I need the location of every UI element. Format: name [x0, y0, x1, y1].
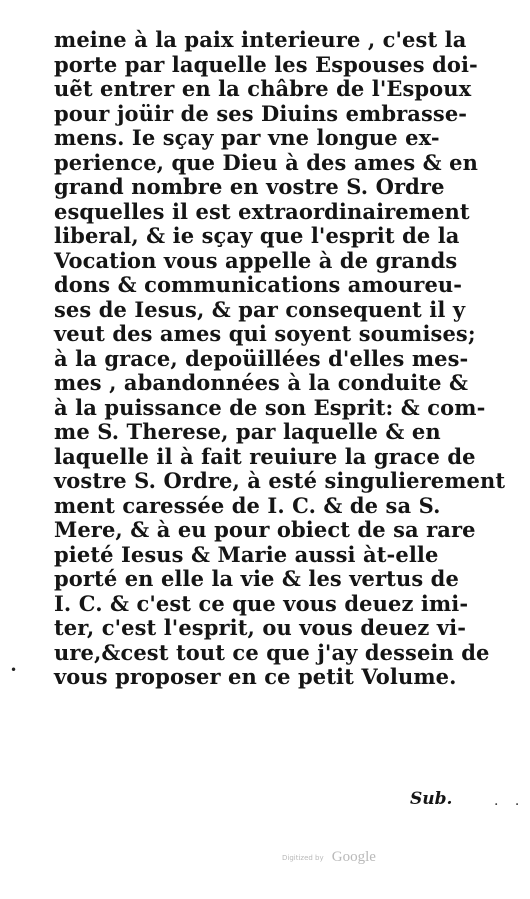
text-line: me S. Therese, par laquelle & en [54, 419, 441, 444]
margin-speck: • [10, 663, 18, 677]
watermark-brand: Google [331, 849, 376, 865]
text-line: I. C. & c'est ce que vous deuez imi- [54, 590, 469, 616]
text-line: grand nombre en vostre S. Ordre [54, 174, 445, 199]
text-line: mens. Ie sçay par vne longue ex- [54, 125, 440, 150]
text-line: meine à la paix interieure , c'est la [54, 27, 467, 52]
text-line: pieté Iesus & Marie aussi àt-elle [54, 541, 439, 567]
text-line: porte par laquelle les Espouses doi- [54, 51, 478, 77]
text-line: Vocation vous appelle à de grands [54, 247, 458, 273]
text-line: veut des ames qui soyent soumises; [54, 321, 476, 346]
text-line: Mere, & à eu pour obiect de sa rare [54, 517, 476, 542]
text-line: laquelle il à fait reuiure la grace de [54, 443, 476, 469]
digitizer-watermark [282, 847, 376, 866]
text-line: ter, c'est l'esprit, ou vous deuez vi- [54, 615, 467, 640]
watermark-prefix: Digitized by [282, 853, 324, 862]
text-line: perience, que Dieu à des ames & en [54, 149, 478, 175]
text-line: pour joüir de ses Diuins embrasse- [54, 100, 468, 126]
text-line: à la grace, depoüillées d'elles mes- [54, 345, 469, 371]
text-line: porté en elle la vie & les vertus de [54, 566, 459, 591]
edge-marks: · · [494, 797, 526, 813]
text-line: à la puissance de son Esprit: & com- [54, 394, 486, 420]
text-line: ure,&cest tout ce que j'ay dessein de [54, 639, 490, 665]
text-line: vostre S. Ordre, à esté singulierement [54, 468, 506, 493]
text-line: vous proposer en ce petit Volume. [54, 664, 457, 689]
text-line: liberal, & ie sçay que l'esprit de la [54, 223, 460, 248]
text-line: ment caressée de I. C. & de sa S. [54, 492, 441, 518]
text-line: ses de Iesus, & par consequent il y [54, 296, 466, 322]
text-line: esquelles il est extraordinairement [54, 198, 470, 224]
text-block [54, 27, 506, 690]
text-line: mes , abandonnées à la conduite & [54, 370, 469, 395]
text-line: uẽt entrer en la châbre de l'Espoux [54, 76, 472, 101]
text-line: dons & communications amoureu- [54, 272, 463, 297]
catchword: Sub. [410, 789, 453, 809]
